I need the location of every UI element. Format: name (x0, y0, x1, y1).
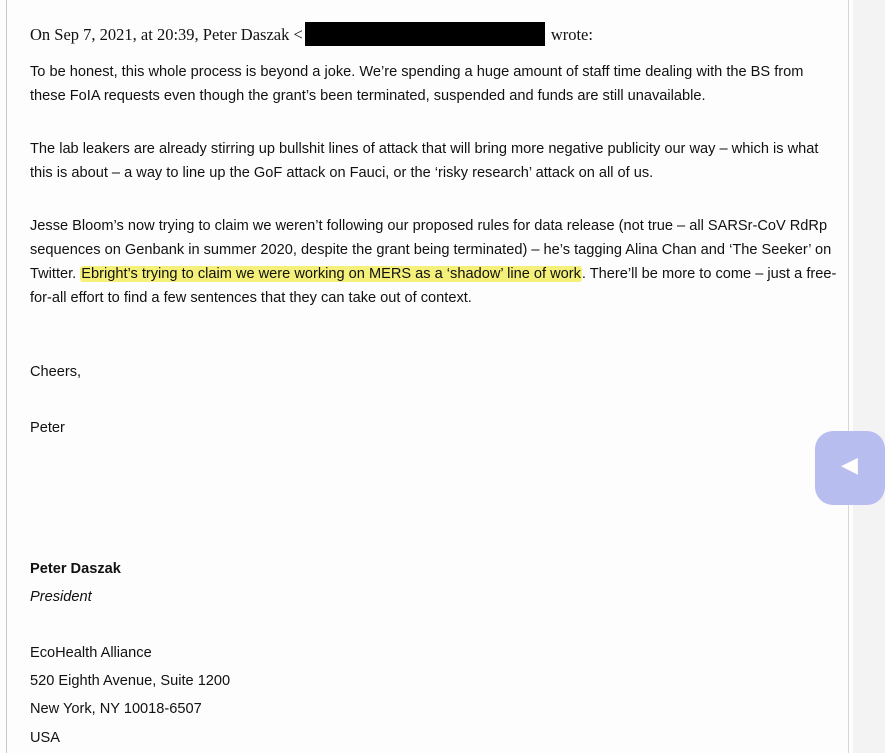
closing-text: Cheers, (30, 364, 82, 380)
signature-address-line-1: 520 Eighth Avenue, Suite 1200 (30, 673, 231, 689)
signature-title: President (30, 589, 92, 605)
sender-first-name: Peter (30, 420, 65, 436)
header-suffix: wrote: (550, 25, 593, 44)
left-border (6, 0, 7, 753)
signature-country: USA (30, 730, 61, 746)
paragraph-1: To be honest, this whole process is beyond a joke. We’re spending a huge amount of staff time dealing with the BS from these FoIA requests even though the grant’s been terminated, suspended and funds are still unavailable. (30, 64, 804, 104)
share-icon: ◀ (841, 453, 858, 478)
redaction-bar (305, 22, 545, 46)
paragraph-3 (30, 214, 840, 310)
signature-address-line-2: New York, NY 10018-6507 (30, 701, 202, 717)
header-prefix: On Sep 7, 2021, at 20:39, Peter Daszak < (30, 25, 303, 44)
email-header (30, 22, 593, 46)
right-border (848, 0, 849, 753)
floating-side-button[interactable] (815, 431, 885, 505)
signature-org: EcoHealth Alliance (30, 645, 152, 661)
paragraph-3-text-b: . There’ll be more to come – just a free-for-all effort to find a few sentences that they can take out of context. (30, 266, 837, 306)
signature-name: Peter Daszak (30, 561, 121, 577)
highlighted-text: Ebright’s trying to claim we were working on MERS as a ‘shadow’ line of work (81, 266, 581, 282)
paragraph-2: The lab leakers are already stirring up bullshit lines of attack that will bring more negative publicity our way – which is what this is about – a way to line up the GoF attack on Fauci, or the ‘risky research’ attack on all of us. (30, 141, 819, 181)
paragraph-3-text-a: Jesse Bloom’s now trying to claim we weren’t following our proposed rules for data release (not true – all SARSr-CoV RdRp sequences on Genbank in summer 2020, despite the grant being terminated) – he’s tagging Alina Chan and ‘The Seeker’ on Twitter. (30, 218, 832, 282)
